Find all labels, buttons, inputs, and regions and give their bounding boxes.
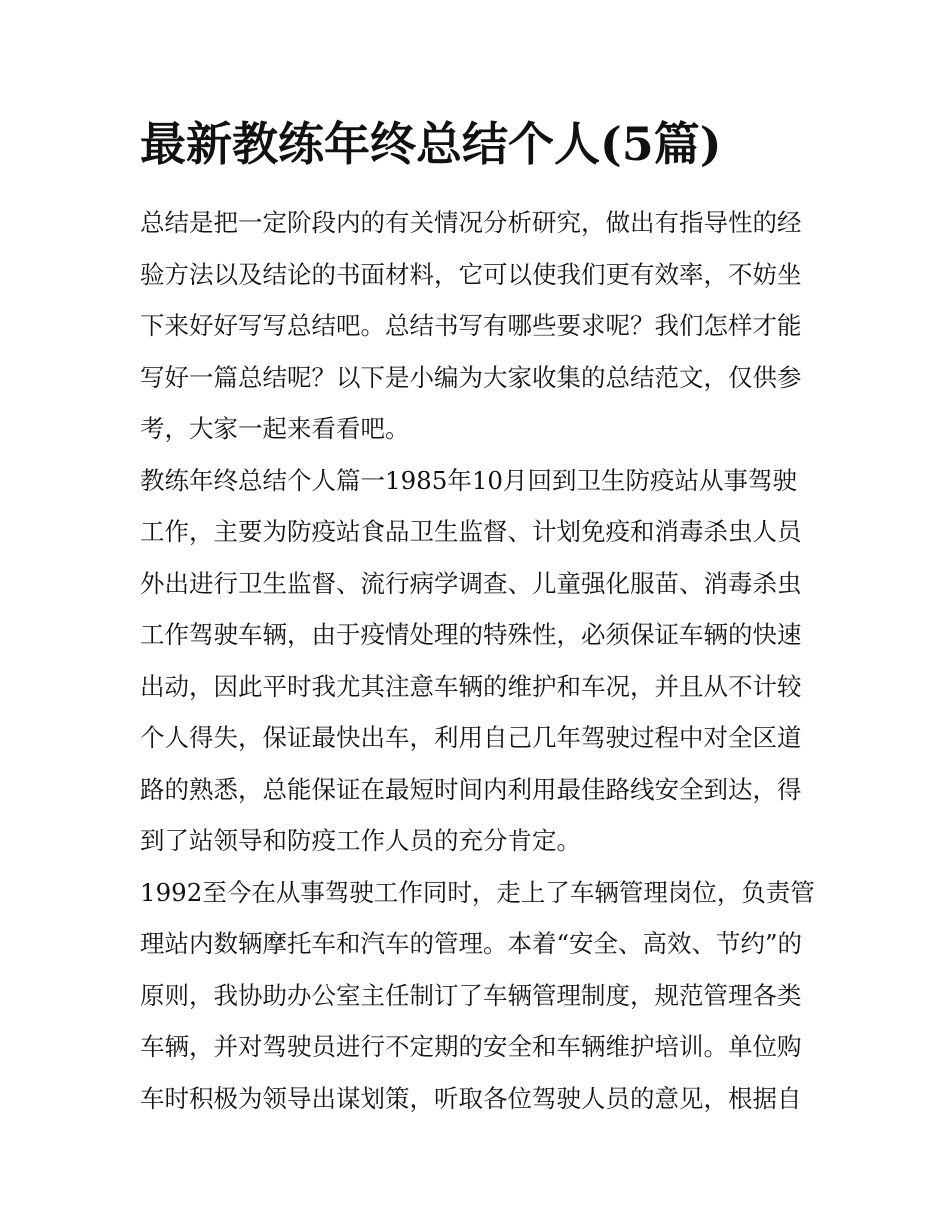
text-line: 外出进行卫生监督、流行病学调查、儿童强化服苗、消毒杀虫 <box>140 568 802 598</box>
text-line: 原则，我协助办公室主任制订了车辆管理制度，规范管理各类 <box>140 980 802 1010</box>
text-line: 车辆，并对驾驶员进行不定期的安全和车辆维护培训。单位购 <box>140 1032 802 1061</box>
text-line: 车时积极为领导出谋划策，听取各位驾驶人员的意见，根据自 <box>140 1083 802 1113</box>
text-line: 理站内数辆摩托车和汽车的管理。本着“安全、高效、节约”的 <box>140 929 803 958</box>
text-line: 工作驾驶车辆，由于疫情处理的特殊性，必须保证车辆的快速 <box>140 620 802 649</box>
document-body <box>140 197 820 1124</box>
paragraph-intro <box>140 197 820 455</box>
text-line: 下来好好写写总结吧。总结书写有哪些要求呢？我们怎样才能 <box>140 311 802 340</box>
text-line: 路的熟悉，总能保证在最短时间内利用最佳路线安全到达，得 <box>140 774 802 804</box>
text-line: 个人得失，保证最快出车，利用自己几年驾驶过程中对全区道 <box>140 723 802 752</box>
text-line: 写好一篇总结呢？以下是小编为大家收集的总结范文，仅供参 <box>140 362 802 392</box>
text-line: 教练年终总结个人篇一1985年10月回到卫生防疫站从事驾驶 <box>140 465 798 495</box>
paragraph-part-one <box>140 455 820 867</box>
text-line: 到了站领导和防疫工作人员的充分肯定。 <box>140 826 581 855</box>
text-line: 出动，因此平时我尤其注意车辆的维护和车况，并且从不计较 <box>140 671 802 701</box>
text-line: 考，大家一起来看看吧。 <box>140 414 410 443</box>
text-line: 总结是把一定阶段内的有关情况分析研究，做出有指导性的经 <box>140 208 802 237</box>
text-line: 1992至今在从事驾驶工作同时，走上了车辆管理岗位，负责管 <box>140 877 815 907</box>
document-title: 最新教练年终总结个人(5篇) <box>140 117 722 171</box>
text-line: 验方法以及结论的书面材料，它可以使我们更有效率，不妨坐 <box>140 259 802 289</box>
paragraph-1992 <box>140 867 820 1125</box>
text-line: 工作，主要为防疫站食品卫生监督、计划免疫和消毒杀虫人员 <box>140 517 802 546</box>
